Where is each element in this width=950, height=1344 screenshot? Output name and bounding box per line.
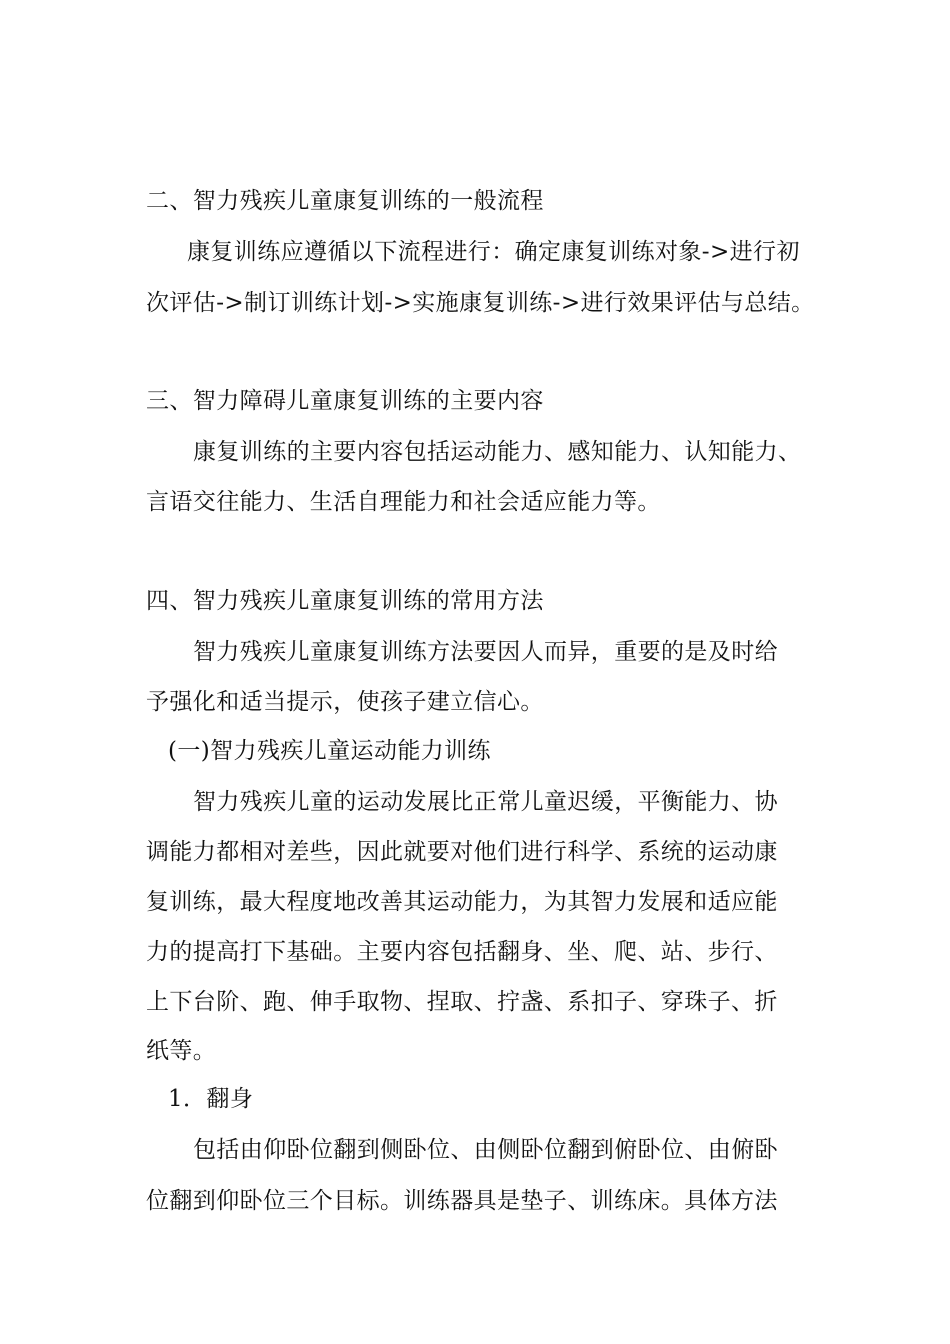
paragraph-line: 复训练，最大程度地改善其运动能力，为其智力发展和适应能 bbox=[146, 889, 778, 915]
section-heading-2: 二、智力残疾儿童康复训练的一般流程 bbox=[146, 188, 544, 214]
paragraph-line: 调能力都相对差些，因此就要对他们进行科学、系统的运动康 bbox=[146, 839, 778, 865]
paragraph-line: 康复训练应遵循以下流程进行：确定康复训练对象->进行初 bbox=[187, 239, 800, 265]
paragraph-line: 位翻到仰卧位三个目标。训练器具是垫子、训练床。具体方法 bbox=[146, 1188, 778, 1214]
paragraph-line: 力的提高打下基础。主要内容包括翻身、坐、爬、站、步行、 bbox=[146, 939, 778, 965]
section-heading-3: 三、智力障碍儿童康复训练的主要内容 bbox=[146, 388, 544, 414]
item-heading: 1．翻身 bbox=[168, 1086, 254, 1112]
section-heading-4: 四、智力残疾儿童康复训练的常用方法 bbox=[146, 588, 544, 614]
paragraph-line: 次评估->制订训练计划->实施康复训练->进行效果评估与总结。 bbox=[146, 290, 815, 316]
paragraph-line: 智力残疾儿童的运动发展比正常儿童迟缓，平衡能力、协 bbox=[193, 789, 778, 815]
paragraph-line: 予强化和适当提示，使孩子建立信心。 bbox=[146, 689, 544, 715]
paragraph-line: 上下台阶、跑、伸手取物、捏取、拧盏、系扣子、穿珠子、折 bbox=[146, 989, 778, 1015]
paragraph-line: 康复训练的主要内容包括运动能力、感知能力、认知能力、 bbox=[193, 439, 802, 465]
paragraph-line: 纸等。 bbox=[146, 1038, 217, 1064]
paragraph-line: 智力残疾儿童康复训练方法要因人而异，重要的是及时给 bbox=[193, 639, 778, 665]
paragraph-line: 言语交往能力、生活自理能力和社会适应能力等。 bbox=[146, 489, 661, 515]
subsection-heading: (一)智力残疾儿童运动能力训练 bbox=[168, 738, 491, 764]
paragraph-line: 包括由仰卧位翻到侧卧位、由侧卧位翻到俯卧位、由俯卧 bbox=[193, 1137, 778, 1163]
